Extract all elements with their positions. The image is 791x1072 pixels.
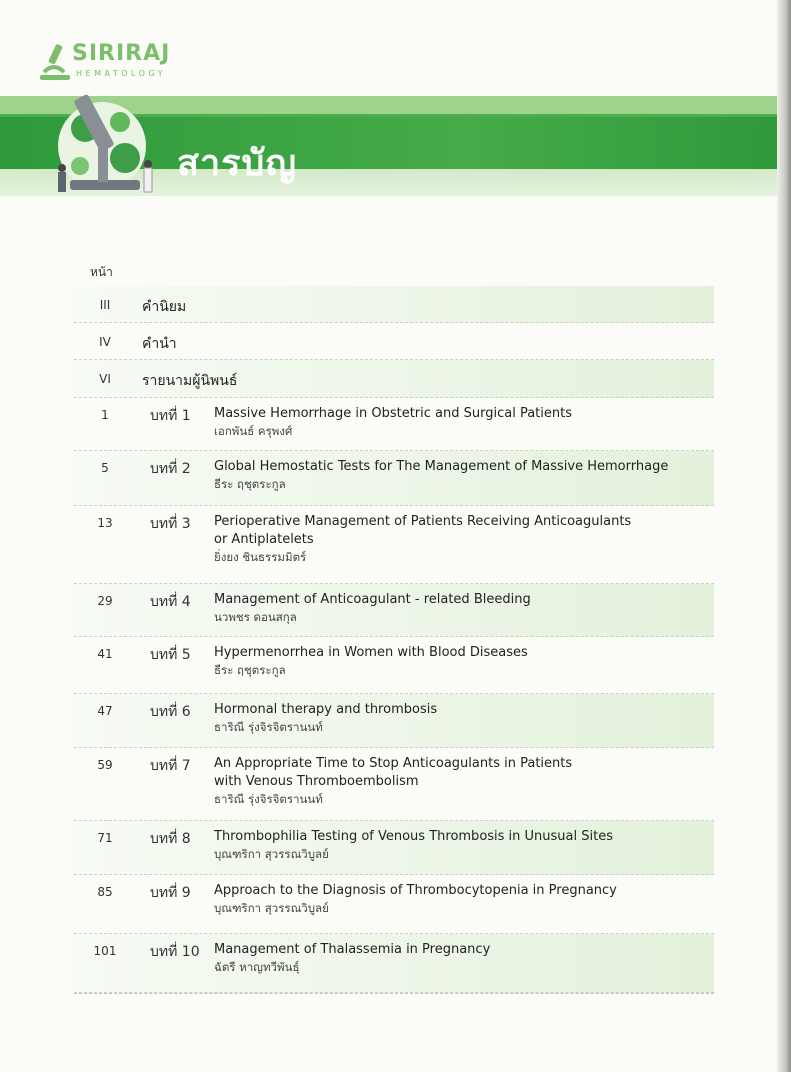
toc-page-number: 47 — [97, 704, 113, 718]
toc-chapter-label: บทที่ 5 — [150, 647, 191, 663]
toc-section-title: คำนำ — [142, 336, 177, 352]
toc-page-number: 71 — [97, 831, 113, 845]
toc-author: เอกพันธ์ ครุพงศ์ — [214, 424, 293, 438]
toc-author: ธีระ ฤชุตระกูล — [214, 663, 286, 677]
page-column-header: หน้า — [90, 265, 113, 279]
toc-chapter-label: บทที่ 1 — [150, 408, 191, 424]
toc-chapter-title: Global Hemostatic Tests for The Management of Massive Hemorrhage — [214, 459, 669, 474]
divider — [74, 993, 714, 994]
toc-chapter-title: Management of Thalassemia in Pregnancy — [214, 942, 491, 957]
toc-author: ธาริณี รุ่งจิรจิตรานนท์ — [214, 792, 323, 806]
toc-chapter-title: Thrombophilia Testing of Venous Thrombosis in Unusual Sites — [214, 829, 613, 844]
toc-chapter-label: บทที่ 10 — [150, 944, 200, 960]
toc-chapter-label: บทที่ 7 — [150, 758, 191, 774]
toc-page-number: 13 — [97, 516, 113, 530]
toc-page-number: 41 — [97, 647, 113, 661]
table-of-contents — [74, 286, 714, 993]
toc-row — [74, 451, 714, 506]
toc-section-title: คำนิยม — [142, 299, 187, 315]
toc-author: ธีระ ฤชุตระกูล — [214, 477, 286, 491]
toc-author: บุณฑริกา สุวรรณวิบูลย์ — [214, 847, 329, 861]
toc-chapter-title: Hypermenorrhea in Women with Blood Diseases — [214, 645, 528, 660]
toc-chapter-title: Perioperative Management of Patients Receiving Anticoagulants — [214, 514, 632, 529]
toc-author: นวพชร ดอนสกุล — [214, 610, 297, 624]
toc-page-number: 29 — [97, 594, 113, 608]
logo-subtitle: HEMATOLOGY — [76, 69, 167, 78]
page-edge — [777, 0, 791, 1072]
toc-row — [74, 506, 714, 584]
toc-chapter-label: บทที่ 2 — [150, 461, 191, 477]
toc-chapter-title: or Antiplatelets — [214, 532, 314, 547]
toc-chapter-title: with Venous Thromboembolism — [214, 774, 419, 789]
toc-chapter-label: บทที่ 8 — [150, 831, 191, 847]
toc-page-number: 85 — [97, 885, 113, 899]
toc-row — [74, 323, 714, 360]
toc-row — [74, 748, 714, 821]
microscope-icon — [38, 42, 72, 82]
toc-author: ธาริณี รุ่งจิรจิตรานนท์ — [214, 720, 323, 734]
toc-chapter-title: Approach to the Diagnosis of Thrombocytopenia in Pregnancy — [214, 883, 617, 898]
toc-row — [74, 360, 714, 398]
toc-row — [74, 637, 714, 694]
toc-row — [74, 398, 714, 451]
toc-page-number: III — [99, 298, 111, 312]
logo-name: SIRIRAJ — [72, 41, 171, 66]
toc-author: บุณฑริกา สุวรรณวิบูลย์ — [214, 901, 329, 915]
toc-row — [74, 694, 714, 748]
toc-page-number: 5 — [101, 461, 109, 475]
toc-page-number: VI — [99, 372, 111, 386]
toc-chapter-title: Management of Anticoagulant - related Bleeding — [214, 592, 531, 607]
toc-chapter-label: บทที่ 3 — [150, 516, 191, 532]
toc-chapter-title: An Appropriate Time to Stop Anticoagulants in Patients — [214, 756, 573, 771]
toc-chapter-label: บทที่ 4 — [150, 594, 191, 610]
toc-author: ฉัตรี หาญทวีพันธุ์ — [214, 960, 300, 974]
toc-row — [74, 821, 714, 875]
toc-row — [74, 584, 714, 637]
toc-page-number: 59 — [97, 758, 113, 772]
toc-chapter-label: บทที่ 6 — [150, 704, 191, 720]
toc-page-number: IV — [99, 335, 111, 349]
toc-chapter-title: Massive Hemorrhage in Obstetric and Surgical Patients — [214, 406, 573, 421]
toc-section-title: รายนามผู้นิพนธ์ — [142, 373, 238, 389]
page-title: สารบัญ — [177, 143, 298, 184]
toc-row — [74, 934, 714, 993]
lab-illustration-icon — [40, 88, 170, 200]
toc-page-number: 101 — [93, 944, 117, 958]
toc-row — [74, 875, 714, 934]
toc-row — [74, 286, 714, 323]
toc-page-number: 1 — [101, 408, 109, 422]
logo — [38, 40, 178, 90]
toc-chapter-title: Hormonal therapy and thrombosis — [214, 702, 438, 717]
toc-author: ยิ่งยง ชินธรรมมิตร์ — [214, 550, 307, 564]
toc-chapter-label: บทที่ 9 — [150, 885, 191, 901]
